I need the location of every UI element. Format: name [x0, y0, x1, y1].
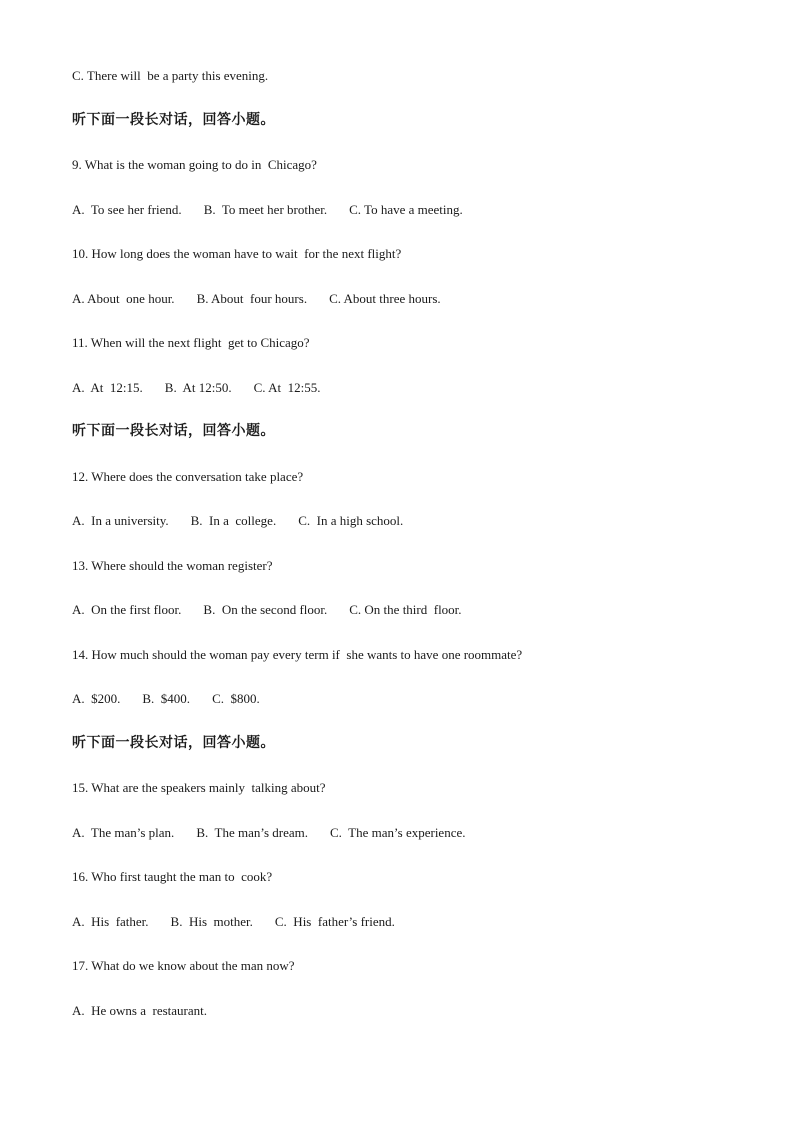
question-text: 17. What do we know about the man now?	[72, 958, 295, 973]
answer-option: B. $400.	[142, 691, 191, 706]
answer-options	[72, 691, 260, 707]
answer-option: C. At 12:55.	[253, 380, 321, 395]
answer-option: C. On the third floor.	[349, 602, 462, 617]
answer-option: C. To have a meeting.	[349, 202, 463, 217]
answer-options	[72, 602, 462, 618]
answer-option: A. To see her friend.	[72, 202, 182, 217]
answer-options	[72, 513, 403, 529]
answer-options	[72, 380, 320, 396]
answer-options	[72, 291, 441, 307]
section-heading: 听下面一段长对话，回答小题。	[72, 735, 275, 751]
answer-option: B. To meet her brother.	[203, 202, 328, 217]
section-heading: 听下面一段长对话，回答小题。	[72, 112, 275, 128]
answer-option: B. At 12:50.	[164, 380, 232, 395]
question-text: A. He owns a restaurant.	[72, 1003, 208, 1018]
answer-options	[72, 914, 395, 930]
question-text: 14. How much should the woman pay every term if she wants to have one roommate?	[72, 647, 523, 662]
answer-option: C. In a high school.	[298, 513, 404, 528]
answer-option: C. $800.	[212, 691, 260, 706]
answer-option: A. $200.	[72, 691, 121, 706]
question-text: C. There will be a party this evening.	[72, 68, 269, 83]
answer-option: A. On the first floor.	[72, 602, 182, 617]
question-text: 11. When will the next flight get to Chicago?	[72, 335, 310, 350]
answer-option: C. About three hours.	[329, 291, 441, 306]
question-text: 15. What are the speakers mainly talking about?	[72, 780, 326, 795]
answer-option: A. At 12:15.	[72, 380, 143, 395]
question-text: 12. Where does the conversation take place?	[72, 469, 304, 484]
answer-option: B. His mother.	[170, 914, 253, 929]
answer-option: C. His father’s friend.	[274, 914, 395, 929]
answer-option: B. About four hours.	[196, 291, 308, 306]
question-text: 16. Who first taught the man to cook?	[72, 869, 273, 884]
section-heading: 听下面一段长对话，回答小题。	[72, 423, 275, 439]
question-text: 10. How long does the woman have to wait for the next flight?	[72, 246, 402, 261]
answer-options	[72, 825, 466, 841]
answer-option: A. His father.	[72, 914, 149, 929]
answer-option: C. The man’s experience.	[330, 825, 466, 840]
answer-option: B. On the second floor.	[203, 602, 328, 617]
answer-option: A. In a university.	[72, 513, 169, 528]
answer-option: B. The man’s dream.	[196, 825, 308, 840]
answer-option: A. About one hour.	[72, 291, 175, 306]
question-text: 13. Where should the woman register?	[72, 558, 273, 573]
answer-option: A. The man’s plan.	[72, 825, 175, 840]
answer-option: B. In a college.	[190, 513, 277, 528]
answer-options	[72, 202, 463, 218]
question-text: 9. What is the woman going to do in Chicago?	[72, 157, 317, 172]
